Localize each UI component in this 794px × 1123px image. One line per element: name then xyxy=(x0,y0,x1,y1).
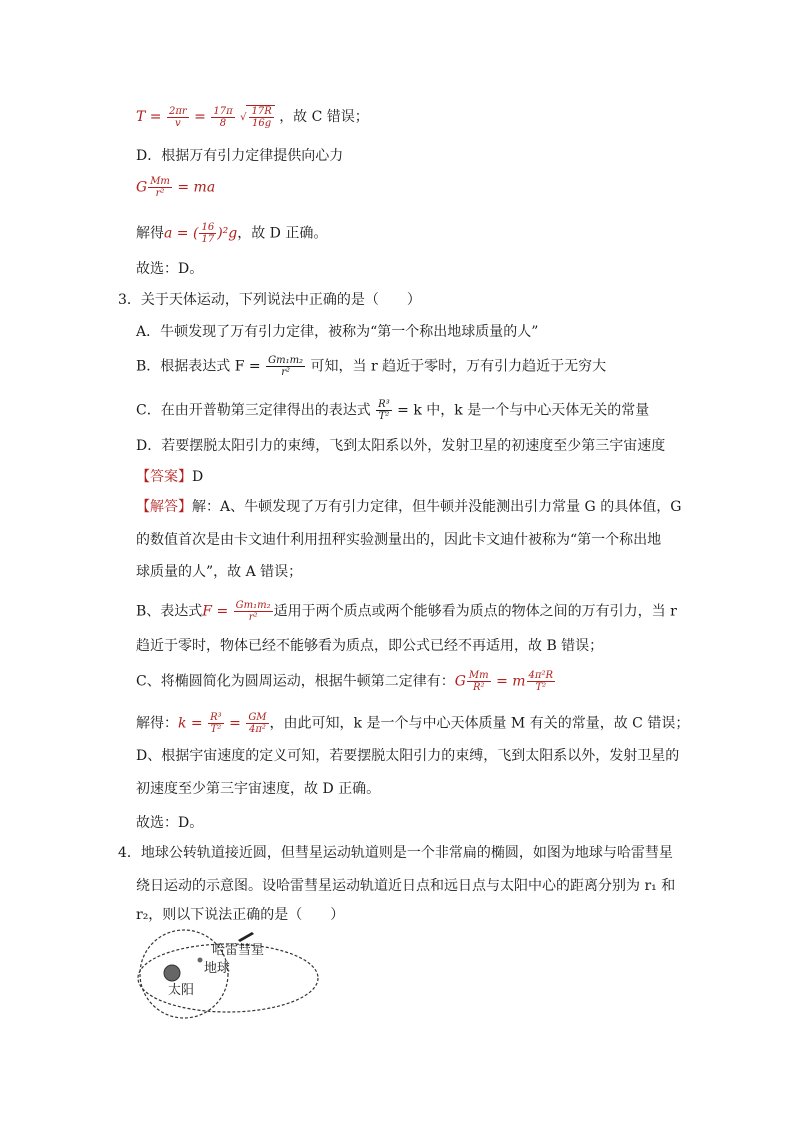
sun-marker xyxy=(164,965,180,981)
question-4-line-1: 4．地球公转轨道接近圆，但彗星运动轨道则是一个非常扁的椭圆，如图为地球与哈雷彗星 xyxy=(118,845,673,861)
q3-analysis-b-line-2: 趋近于零时，物体已经不能够看为质点，即公式已经不再适用，故 B 错误； xyxy=(136,638,604,654)
q3-final-answer: 故选：D。 xyxy=(136,815,204,831)
earth-marker xyxy=(198,958,203,963)
q3-option-d: D．若要摆脱太阳引力的束缚，飞到太阳系以外，发射卫星的初速度至少第三宇宙速度 xyxy=(136,438,666,454)
comet-label: 哈雷彗星 xyxy=(212,943,265,958)
q3-analysis-b-line-1: B、表达式F = $\frac{\text{Gm₁m₂}}{\text{r²}}$ 适用于两个质点或两个能够看为质点的物体之间的万有引力，当 r xyxy=(136,600,677,623)
q3-analysis-c-line-2: 解得：k = $\frac{\text{R³}}{\text{T²}}$ = $\frac{GM}{\text{4π²}}$ ，由此可知，k 是一个与中心天体质量 M 有关的常量，故 C 错误； xyxy=(136,712,690,735)
sun-label: 太阳 xyxy=(168,983,195,998)
q3-analysis-line-3: 球质量的人”，故 A 错误； xyxy=(136,564,303,580)
orbit-diagram xyxy=(136,928,326,1020)
q3-answer: 【答案】D xyxy=(136,469,204,485)
question-4-line-3: r₂，则以下说法正确的是（ ） xyxy=(136,907,345,923)
q3-option-c: C．在由开普勒第三定律得出的表达式 $\frac{\text{R³}}{\text{T²}}$ = k 中，k 是一个与中心天体无关的常量 xyxy=(136,399,650,422)
answer-choice-line: 故选：D。 xyxy=(136,261,204,277)
earth-label: 地球 xyxy=(204,961,231,976)
q3-analysis-d-line-1: D、根据宇宙速度的定义可知，若要摆脱太阳引力的束缚，飞到太阳系以外，发射卫星的 xyxy=(136,748,680,764)
q3-analysis-line-2: 的数值首次是由卡文迪什利用扭秤实验测量出的，因此卡文迪什被称为“第一个称出地 xyxy=(136,532,662,548)
comet-marker xyxy=(238,932,254,942)
question-3-stem: 3．关于天体运动，下列说法中正确的是（ ） xyxy=(118,292,421,308)
q3-option-a: A．牛顿发现了万有引力定律，被称为“第一个称出地球质量的人” xyxy=(136,324,539,340)
solution-line: 解得a = ( $\frac{16}{17}$ )²g，故 D 正确。 xyxy=(136,222,328,245)
gravity-formula: G $\frac{Mm}{\text{r²}}$ = ma xyxy=(136,176,216,199)
q3-analysis-line-1: 【解答】解：A、牛顿发现了万有引力定律，但牛顿并没能测出引力常量 G 的具体值，G xyxy=(136,499,682,515)
period-formula-line: T = $\frac{2\pi r}{v}$ = $\frac{17\pi}{8}$ √ $\frac{17R}{16g}$ ，故 C 错误； xyxy=(136,105,369,129)
q3-option-b: B．根据表达式 F = $\frac{\text{Gm₁m₂}}{\text{r²}}$ 可知，当 r 趋近于零时，万有引力趋近于无穷大 xyxy=(136,355,607,378)
option-d-explanation: D．根据万有引力定律提供向心力 xyxy=(136,148,344,164)
q3-analysis-c-line-1: C、将椭圆简化为圆周运动，根据牛顿第二定律有：G $\frac{Mm}{\text{R²}}$ = m $\frac{\text{4π²R}}{\text{T²}}$ xyxy=(136,670,554,693)
q3-analysis-d-line-2: 初速度至少第三宇宙速度，故 D 正确。 xyxy=(136,781,381,797)
question-4-line-2: 绕日运动的示意图。设哈雷彗星运动轨道近日点和远日点与太阳中心的距离分别为 r₁ 和 xyxy=(136,878,676,894)
